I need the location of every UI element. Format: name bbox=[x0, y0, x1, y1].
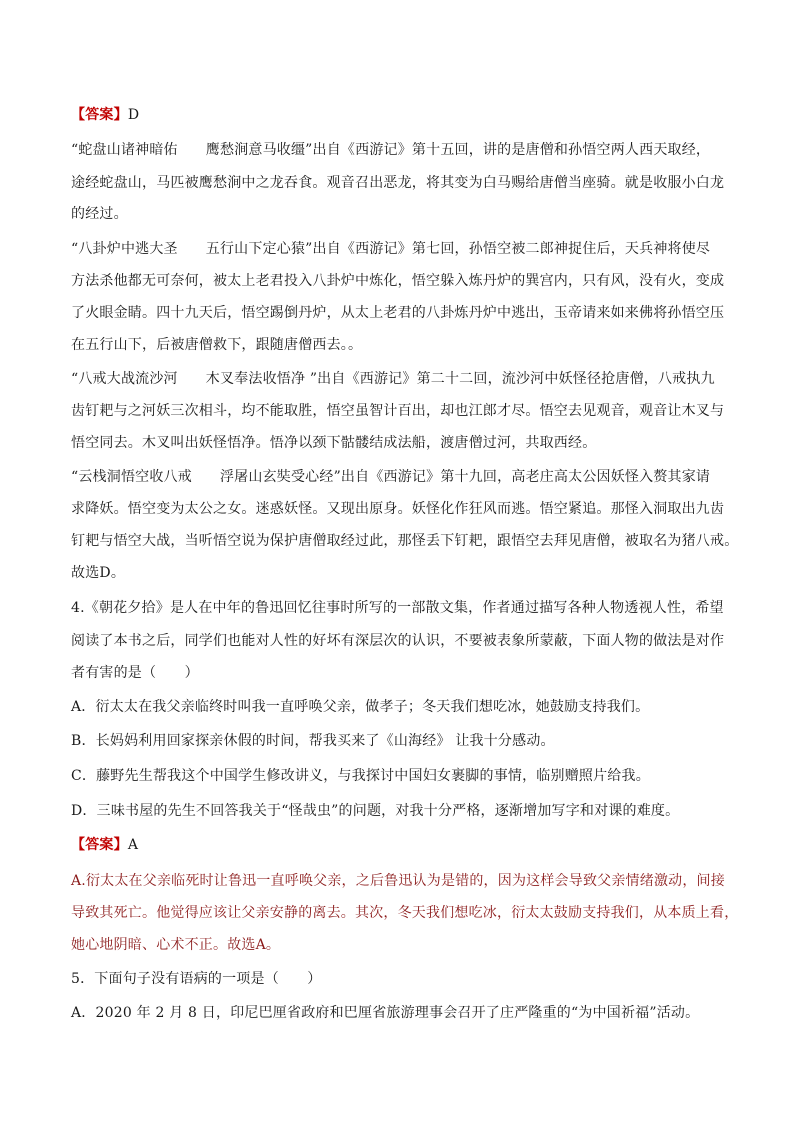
explanation-line: 她心地阴暗、心术不正。故选A。 bbox=[71, 937, 281, 953]
explanation-line: A.衍太太在父亲临死时让鲁迅一直呼唤父亲，之后鲁迅认为是错的，因为这样会导致父亲情绪激动，间接 bbox=[71, 873, 725, 889]
explanation-line: 导致其死亡。他觉得应该让父亲安静的离去。其次，冬天我们想吃冰，衍太太鼓励支持我们，从本质上看， bbox=[71, 905, 739, 921]
option-c: C．藤野先生帮我这个中国学生修改讲义，与我探讨中国妇女裹脚的事情，临别赠照片给我。 bbox=[71, 768, 650, 784]
option-b: B．长妈妈利用回家探亲休假的时间，帮我买来了《山海经》 让我十分感动。 bbox=[71, 733, 555, 749]
option-a: A．衍太太在我父亲临终时叫我一直呼唤父亲，做孝子；冬天我们想吃冰，她鼓励支持我们。 bbox=[71, 699, 650, 715]
option-a: A．2020 年 2 月 8 日，印尼巴厘省政府和巴厘省旅游理事会召开了庄严隆重的“为中国祈福”活动。 bbox=[71, 1005, 700, 1021]
option-d: D．三味书屋的先生不回答我关于“怪哉虫”的问题，对我十分严格，逐渐增加写字和对课的难度。 bbox=[71, 803, 680, 819]
explanation-line: 在五行山下，后被唐僧救下，跟随唐僧西去。。 bbox=[71, 337, 363, 353]
explanation-line: 钉耙与悟空大战，当听悟空说为保护唐僧取经过此，那怪丢下钉耙，跟悟空去拜见唐僧，被取名为猪八戒。 bbox=[71, 533, 739, 549]
answer-label: 【答案】 bbox=[71, 107, 128, 123]
explanation-line: “八卦炉中逃大圣 五行山下定心猿”出自《西游记》第七回，孙悟空被二郎神捉住后，天兵神将使尽 bbox=[71, 241, 711, 257]
explanation-line: 了火眼金睛。四十九天后，悟空踢倒丹炉，从太上老君的八卦炼丹炉中逃出，玉帝请来如来佛将孙悟空压 bbox=[71, 305, 725, 321]
explanation-line: “蛇盘山诸神暗佑 鹰愁涧意马收缰”出自《西游记》第十五回，讲的是唐僧和孙悟空两人西天取经， bbox=[71, 142, 711, 158]
answer-label: 【答案】 bbox=[71, 837, 128, 853]
answer-value: D bbox=[127, 107, 140, 123]
question-stem: 5．下面句子没有语病的一项是（ ） bbox=[71, 971, 322, 987]
answer-value: A bbox=[127, 837, 139, 853]
explanation-line: 故选D。 bbox=[71, 565, 126, 581]
explanation-line: 途经蛇盘山，马匹被鹰愁涧中之龙吞食。观音召出恶龙，将其变为白马赐给唐僧当座骑。就是收服小白龙 bbox=[71, 175, 725, 191]
explanation-line: “云栈洞悟空收八戒 浮屠山玄奘受心经”出自《西游记》第十九回，高老庄高太公因妖怪入赘其家请 bbox=[71, 469, 711, 485]
explanation-line: 齿钉耙与之河妖三次相斗，均不能取胜，悟空虽智计百出，却也江郎才尽。悟空去见观音，观音让木叉与 bbox=[71, 403, 725, 419]
answer-line bbox=[71, 834, 138, 854]
explanation-line: 的经过。 bbox=[71, 206, 128, 222]
explanation-line: 悟空同去。木叉叫出妖怪悟净。悟净以颈下骷髅结成法船，渡唐僧过河，共取西经。 bbox=[71, 435, 597, 451]
question-stem: 者有害的是（ ） bbox=[71, 665, 199, 681]
explanation-line: 方法杀他都无可奈何，被太上老君投入八卦炉中炼化，悟空躲入炼丹炉的巽宫内，只有风，没有火，变成 bbox=[71, 273, 725, 289]
explanation-line: “八戒大战流沙河 木叉奉法收悟净 ”出自《西游记》第二十二回，流沙河中妖怪径抢唐僧，八戒执九 bbox=[71, 371, 715, 387]
question-stem: 阅读了本书之后，同学们也能对人性的好坏有深层次的认识，不要被表象所蒙蔽，下面人物的做法是对作 bbox=[71, 633, 725, 649]
answer-line bbox=[71, 104, 139, 124]
question-stem: 4.《朝花夕拾》是人在中年的鲁迅回忆往事时所写的一部散文集，作者通过描写各种人物透视人性，希望 bbox=[71, 600, 724, 616]
explanation-line: 求降妖。悟空变为太公之女。迷惑妖怪。又现出原身。妖怪化作狂风而逃。悟空紧追。那怪入洞取出九齿 bbox=[71, 501, 725, 517]
